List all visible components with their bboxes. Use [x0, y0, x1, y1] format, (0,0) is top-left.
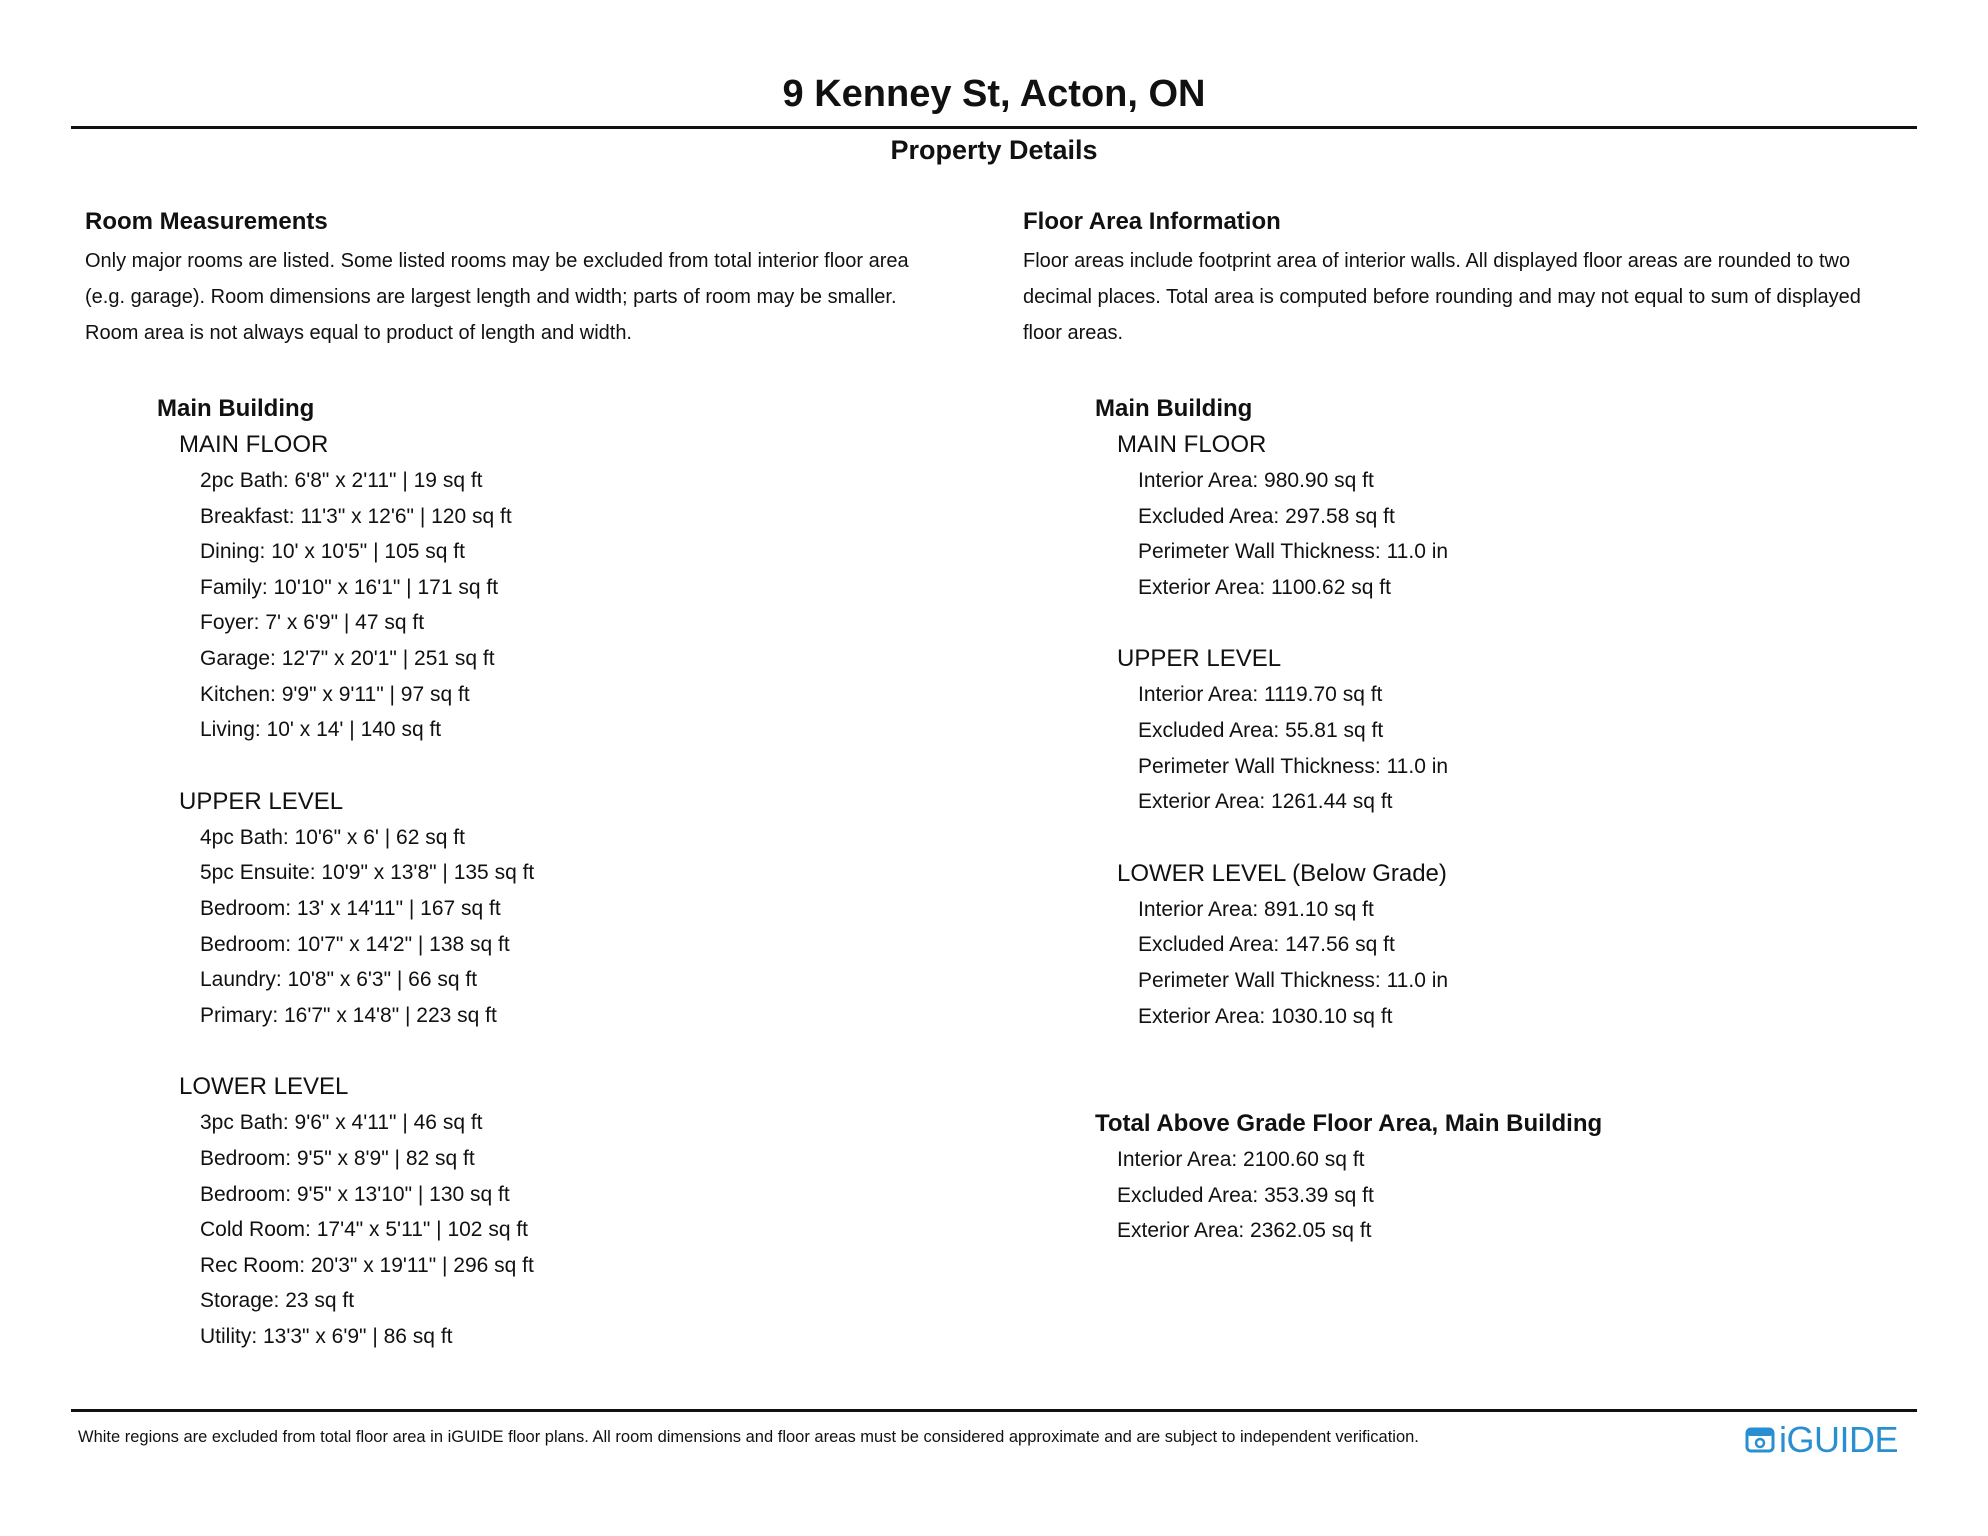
floor-area-description [1023, 243, 1933, 351]
description-line: floor areas. [1023, 322, 1124, 344]
room-row: Foyer: 7' x 6'9" | 47 sq ft [200, 611, 425, 635]
description-line: Floor areas include footprint area of interior walls. All displayed floor areas are rounded to two [1023, 250, 1851, 272]
room-row: 4pc Bath: 10'6" x 6' | 62 sq ft [200, 825, 465, 849]
room-row: Storage: 23 sq ft [200, 1289, 355, 1313]
room-row: Breakfast: 11'3" x 12'6" | 120 sq ft [200, 504, 512, 528]
area-group-main-floor [1117, 427, 1933, 605]
floor-name: LOWER LEVEL (Below Grade) [1117, 859, 1447, 887]
total-area-row: Interior Area: 2100.60 sq ft [1117, 1148, 1365, 1172]
room-row: 2pc Bath: 6'8" x 2'11" | 19 sq ft [200, 469, 483, 492]
total-area-heading: Total Above Grade Floor Area, Main Building [1095, 1110, 1603, 1138]
room-row: 5pc Ensuite: 10'9" x 13'8" | 135 sq ft [200, 861, 535, 885]
floor-area-section [1023, 205, 1933, 1249]
floor-name: UPPER LEVEL [179, 787, 344, 815]
area-row: Excluded Area: 297.58 sq ft [1138, 504, 1395, 528]
area-row: Perimeter Wall Thickness: 11.0 in [1138, 968, 1449, 992]
floor-name: MAIN FLOOR [179, 431, 329, 458]
room-row: Garage: 12'7" x 20'1" | 251 sq ft [200, 646, 495, 670]
area-row: Interior Area: 891.10 sq ft [1138, 897, 1374, 921]
area-row: Exterior Area: 1261.44 sq ft [1138, 790, 1393, 814]
iguide-logo [1745, 1420, 1898, 1460]
floor-area-heading: Floor Area Information [1023, 208, 1281, 235]
area-group-lower-level [1117, 856, 1933, 1034]
room-measurements-description [85, 243, 985, 351]
floor-name: MAIN FLOOR [1117, 431, 1267, 458]
room-row: Kitchen: 9'9" x 9'11" | 97 sq ft [200, 682, 470, 706]
room-row: Utility: 13'3" x 6'9" | 86 sq ft [200, 1324, 453, 1348]
area-row: Perimeter Wall Thickness: 11.0 in [1138, 540, 1449, 564]
room-row: Living: 10' x 14' | 140 sq ft [200, 718, 442, 742]
room-row: Bedroom: 9'5" x 8'9" | 82 sq ft [200, 1146, 475, 1170]
iguide-logo-wordmark: iGUIDE [1779, 1419, 1899, 1460]
building-name: Main Building [1095, 395, 1253, 422]
room-row: Cold Room: 17'4" x 5'11" | 102 sq ft [200, 1218, 529, 1242]
floor-group-main-floor [179, 427, 985, 748]
area-row: Interior Area: 1119.70 sq ft [1138, 683, 1383, 707]
total-area-row: Excluded Area: 353.39 sq ft [1117, 1183, 1374, 1207]
description-line: decimal places. Total area is computed before rounding and may not equal to sum of displayed [1023, 286, 1861, 308]
area-row: Perimeter Wall Thickness: 11.0 in [1138, 754, 1449, 778]
room-measurements-section [85, 205, 985, 1354]
property-address-title: 9 Kenney St, Acton, ON [782, 73, 1206, 115]
footer-divider [71, 1409, 1917, 1412]
page-subtitle: Property Details [890, 135, 1098, 165]
iguide-logo-icon [1745, 1425, 1775, 1455]
room-row: Bedroom: 10'7" x 14'2" | 138 sq ft [200, 932, 510, 956]
floor-group-upper-level [179, 784, 985, 1034]
description-line: Only major rooms are listed. Some listed rooms may be excluded from total interior floor area [85, 250, 909, 272]
description-line: Room area is not always equal to product of length and width. [85, 322, 632, 344]
room-row: Family: 10'10" x 16'1" | 171 sq ft [200, 575, 499, 599]
footer-disclaimer: White regions are excluded from total floor area in iGUIDE floor plans. All room dimensions and floor areas must be considered approximate and are subject to independent verification. [78, 1428, 1419, 1446]
room-row: Bedroom: 9'5" x 13'10" | 130 sq ft [200, 1182, 510, 1206]
floor-name: UPPER LEVEL [1117, 645, 1282, 673]
room-row: Bedroom: 13' x 14'11" | 167 sq ft [200, 896, 501, 920]
room-row: Rec Room: 20'3" x 19'11" | 296 sq ft [200, 1253, 534, 1277]
room-measurements-heading: Room Measurements [85, 208, 328, 235]
area-row: Excluded Area: 55.81 sq ft [1138, 718, 1384, 742]
area-row: Interior Area: 980.90 sq ft [1138, 469, 1374, 492]
area-group-upper-level [1117, 641, 1933, 819]
total-area-row: Exterior Area: 2362.05 sq ft [1117, 1219, 1372, 1243]
total-area-block [1095, 1106, 1933, 1249]
floor-name: LOWER LEVEL [179, 1073, 349, 1101]
area-row: Excluded Area: 147.56 sq ft [1138, 933, 1395, 957]
room-row: Primary: 16'7" x 14'8" | 223 sq ft [200, 1003, 497, 1027]
building-name: Main Building [157, 395, 315, 422]
description-line: (e.g. garage). Room dimensions are largest length and width; parts of room may be smaller. [85, 286, 897, 308]
room-row: Dining: 10' x 10'5" | 105 sq ft [200, 540, 465, 564]
area-row: Exterior Area: 1030.10 sq ft [1138, 1004, 1393, 1028]
room-row: 3pc Bath: 9'6" x 4'11" | 46 sq ft [200, 1111, 483, 1135]
header-divider [71, 126, 1917, 129]
room-row: Laundry: 10'8" x 6'3" | 66 sq ft [200, 968, 478, 992]
area-row: Exterior Area: 1100.62 sq ft [1138, 575, 1391, 599]
floor-group-lower-level [179, 1069, 985, 1354]
